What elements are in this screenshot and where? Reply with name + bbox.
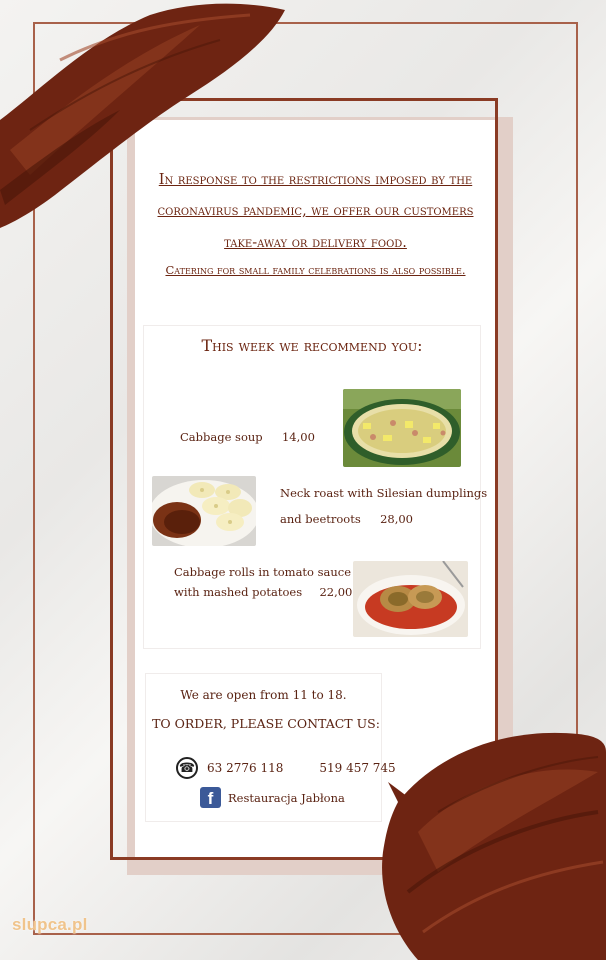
cabbage-soup-image <box>343 389 461 467</box>
opening-hours: We are open from 11 to 18. <box>180 688 347 702</box>
brush-stroke-bottom <box>378 722 606 960</box>
notice-text <box>138 172 493 277</box>
phone-icon: ☎ <box>176 757 198 779</box>
dish-name-line2: with mashed potatoes <box>174 585 303 599</box>
notice-line-4: Catering for small family celebrations is also possible. <box>165 263 466 277</box>
facebook-name[interactable]: Restauracja Jabłona <box>228 790 345 805</box>
dish-name-line1: Cabbage rolls in tomato sauce <box>174 565 352 579</box>
dish-name-line1: Neck roast with Silesian dumplings <box>280 486 488 500</box>
order-label: TO ORDER, PLEASE CONTACT US: <box>152 716 380 731</box>
watermark-logo: slupca.pl <box>12 915 88 934</box>
dish-name-line2: and beetroots <box>280 512 361 526</box>
menu-title: This week we recommend you: <box>201 336 423 355</box>
neck-roast-image <box>152 476 256 546</box>
notice-line-3: take-away or delivery food. <box>224 235 407 251</box>
phone-1[interactable]: 63 2776 118 <box>207 761 284 775</box>
facebook-icon: f <box>200 787 221 808</box>
phone-numbers <box>176 757 396 779</box>
dish-name: Cabbage soup <box>180 430 263 444</box>
dish-cabbage-soup <box>180 424 315 450</box>
dish-price: 28,00 <box>380 512 413 526</box>
dish-cabbage-rolls <box>174 562 352 602</box>
dish-neck-roast <box>280 480 487 532</box>
cabbage-rolls-image <box>353 561 468 637</box>
phone-2[interactable]: 519 457 745 <box>319 761 396 775</box>
dish-price: 14,00 <box>281 430 315 444</box>
dish-price: 22,00 <box>319 585 353 599</box>
notice-line-1: In response to the restrictions imposed by the <box>158 172 473 188</box>
notice-line-2: coronavirus pandemic, we offer our customers <box>157 203 474 219</box>
facebook-link[interactable] <box>200 787 345 808</box>
